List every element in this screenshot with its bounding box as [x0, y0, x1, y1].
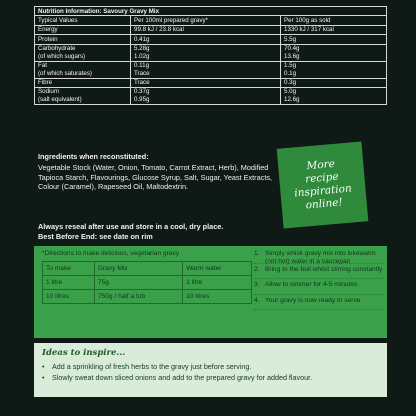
row-value: Trace [134, 79, 150, 86]
protein-label [35, 35, 131, 44]
directions-note: *Directions to make delicious, vegetarian gravy [42, 250, 180, 257]
fibre-prepared [131, 78, 281, 87]
header-to-make: To make [43, 262, 95, 276]
ideas-title: Ideas to inspire... [42, 348, 126, 358]
row-value: 5.5g [284, 35, 297, 43]
carbohydrate-label [35, 44, 131, 61]
row-value: 1.5g [284, 62, 297, 70]
protein-sold [281, 35, 387, 44]
table-row [35, 87, 387, 104]
cell-gravy-mix: 75g [94, 276, 182, 290]
table-row [35, 35, 387, 44]
fibre-sold [281, 78, 387, 87]
row-sublabel: (of which sugars) [38, 52, 86, 60]
row-subvalue: 13.6g [284, 52, 300, 60]
cell-to-make: 10 litres [43, 290, 95, 304]
nutrition-title-row [35, 7, 387, 16]
carbohydrate-sold [281, 44, 387, 61]
row-label: Carbohydrate [38, 45, 76, 53]
row-value: 5.28g [134, 45, 150, 53]
list-item [254, 250, 384, 264]
row-label: Fat [38, 62, 47, 70]
row-value: 0.37g [134, 88, 150, 96]
row-value: 5.0g [284, 88, 297, 96]
bullet-icon: • [42, 373, 45, 383]
energy-label [35, 25, 131, 34]
directions-header-row [43, 262, 252, 276]
table-row [35, 44, 387, 61]
ingredients-heading: Ingredients when reconstituted: [38, 152, 149, 161]
directions-table [42, 261, 252, 304]
idea-text: Slowly sweat down sliced onions and add to the prepared gravy for added flavour. [52, 373, 313, 383]
energy-sold [281, 25, 387, 34]
header-gravy-mix: Gravy Mix [94, 262, 182, 276]
row-subvalue: 0.95g [134, 95, 150, 103]
ideas-box [34, 343, 387, 397]
step-number: 2. [254, 265, 260, 273]
table-row [35, 25, 387, 34]
row-subvalue: 1.02g [134, 52, 150, 60]
row-value: 0.3g [284, 79, 297, 86]
row-sublabel: (salt equivalent) [38, 95, 82, 103]
list-item [42, 373, 379, 382]
nutrition-title: Nutrition Information: Savoury Gravy Mix [35, 7, 387, 16]
list-item [254, 297, 384, 311]
cell-warm-water: 1 litre [183, 276, 252, 290]
badge-line: More [306, 157, 336, 173]
ingredients-text: Vegetable Stock (Water, Onion, Tomato, Carrot Extract, Herb), Modified Tapioca Starch, Flavourings, Glucose Syrup, Salt, Sugar, Yeast Extracts, Colour (Caramel), Rapeseed Oil, Maltodextrin. [38, 163, 273, 192]
cell-warm-water: 10 litres [183, 290, 252, 304]
row-value: 99.8 kJ / 23.8 kcal [134, 26, 184, 34]
nutrition-header-row [35, 16, 387, 25]
table-row [43, 290, 252, 304]
row-value: 0.41g [134, 35, 150, 43]
step-number: 1. [254, 250, 260, 257]
best-before-text: Best Before End: see date on rim [38, 232, 153, 242]
row-label: Protein [38, 35, 58, 43]
fat-label [35, 61, 131, 78]
cell-to-make: 1 litre [43, 276, 95, 290]
list-item [254, 266, 384, 280]
storage-instructions: Always reseal after use and store in a cool, dry place. [38, 222, 224, 231]
nutrition-table [34, 6, 387, 105]
energy-prepared [131, 25, 281, 34]
header-per-100g: Per 100g as sold [281, 16, 387, 25]
table-row [35, 78, 387, 87]
row-subvalue: 12.6g [284, 95, 300, 103]
header-typical-values: Typical Values [35, 16, 131, 25]
list-item [254, 281, 384, 295]
sodium-sold [281, 87, 387, 104]
directions-steps [254, 250, 384, 312]
row-label: Energy [38, 26, 58, 34]
step-text: Bring to the boil whilst stirring constantly [265, 265, 383, 273]
step-text: Simply whisk gravy mix into lukewarm (not hot) water in a saucepan [265, 250, 376, 265]
directions-panel [34, 246, 387, 338]
row-label: Fibre [38, 79, 53, 86]
row-subvalue: Trace [134, 69, 150, 77]
badge-line: recipe inspiration [293, 170, 353, 200]
row-sublabel: (of which saturates) [38, 69, 92, 77]
badge-text [278, 155, 367, 215]
row-subvalue: 0.1g [284, 69, 297, 77]
list-item [42, 362, 379, 371]
bullet-icon: • [42, 362, 45, 371]
header-per-100ml: Per 100ml prepared gravy* [131, 16, 281, 25]
ingredients-section [38, 152, 278, 192]
idea-text: Add a sprinkling of fresh herbs to the gravy just before serving. [52, 362, 252, 371]
storage-section [38, 222, 338, 242]
cell-gravy-mix: 750g / half a tub [94, 290, 182, 304]
row-value: 70.4g [284, 45, 300, 53]
step-number: 3. [254, 281, 260, 288]
table-row [35, 61, 387, 78]
row-value: 0.11g [134, 62, 150, 70]
carbohydrate-prepared [131, 44, 281, 61]
protein-prepared [131, 35, 281, 44]
fat-prepared [131, 61, 281, 78]
step-text: Your gravy is now ready to serve [265, 296, 361, 304]
badge-line: online! [305, 196, 344, 212]
row-value: 1330 kJ / 317 kcal [284, 26, 334, 34]
fibre-label [35, 78, 131, 87]
row-label: Sodium [38, 88, 59, 96]
fat-sold [281, 61, 387, 78]
table-row [43, 276, 252, 290]
online-recipe-badge [277, 141, 369, 228]
header-warm-water: Warm water [183, 262, 252, 276]
step-text: Allow to simmer for 4-5 minutes [265, 281, 358, 288]
step-number: 4. [254, 296, 260, 304]
sodium-prepared [131, 87, 281, 104]
sodium-label [35, 87, 131, 104]
